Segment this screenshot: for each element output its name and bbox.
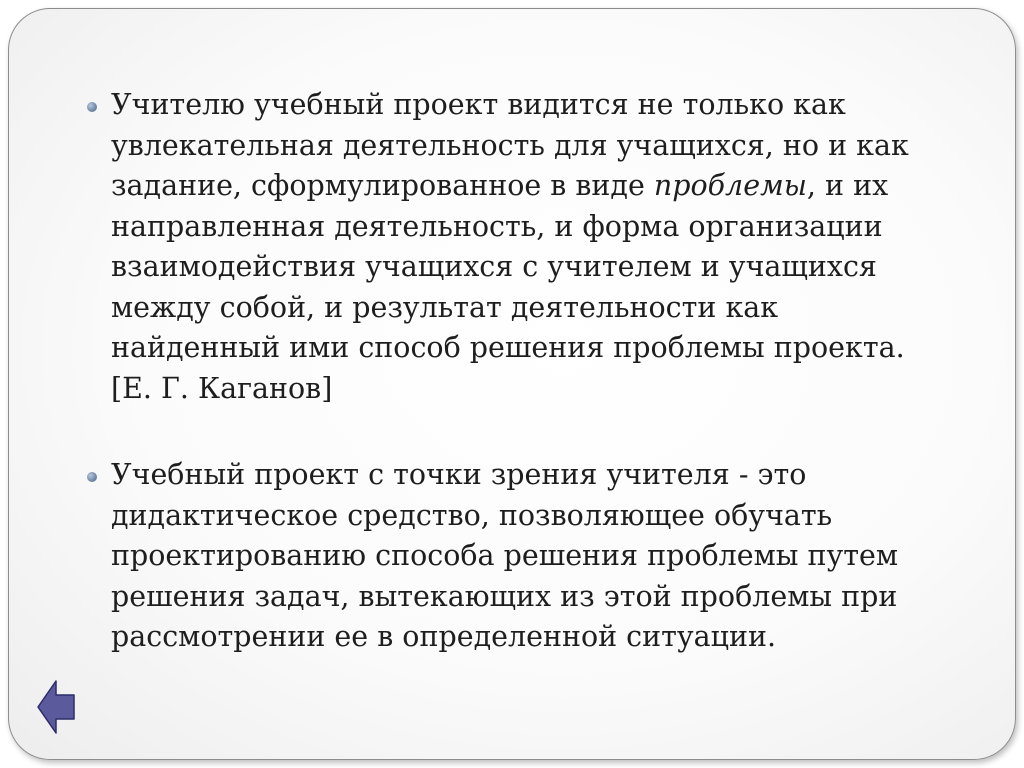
bullet-dot-icon xyxy=(87,102,97,112)
text-segment: , и их xyxy=(806,169,889,202)
bullet-item-1 xyxy=(87,85,947,409)
text-line: Учителю учебный проект видится не только как xyxy=(111,88,846,121)
bullet-dot-icon xyxy=(87,472,97,482)
text-line: решения задач, вытекающих из этой проблемы при xyxy=(111,579,898,613)
text-line: между собой, и результат деятельности как xyxy=(111,290,779,324)
bullet-item-2 xyxy=(87,455,947,658)
text-line: увлекательная деятельность для учащихся, но и как xyxy=(111,128,909,162)
back-button[interactable] xyxy=(37,679,77,735)
text-line: дидактическое средство, позволяющее обучать xyxy=(111,498,833,532)
slide-content xyxy=(87,85,947,658)
text-line-with-emphasis xyxy=(111,166,947,207)
text-line: найденный ими способ решения проблемы проекта. xyxy=(111,331,905,364)
citation: [Е. Г. Каганов] xyxy=(111,371,333,405)
text-segment: задание, сформулированное в виде xyxy=(111,169,654,202)
text-line: взаимодействия учащихся с учителем и учащихся xyxy=(111,250,877,283)
slide-frame xyxy=(8,8,1016,760)
left-arrow-icon xyxy=(37,679,77,735)
text-line: направленная деятельность, и форма организации xyxy=(111,209,883,243)
text-line: рассмотрении ее в определенной ситуации. xyxy=(111,620,777,653)
text-line: проектированию способа решения проблемы путем xyxy=(111,539,899,572)
text-line: Учебный проект с точки зрения учителя - это xyxy=(111,458,807,491)
emphasized-word: проблемы xyxy=(653,169,807,202)
